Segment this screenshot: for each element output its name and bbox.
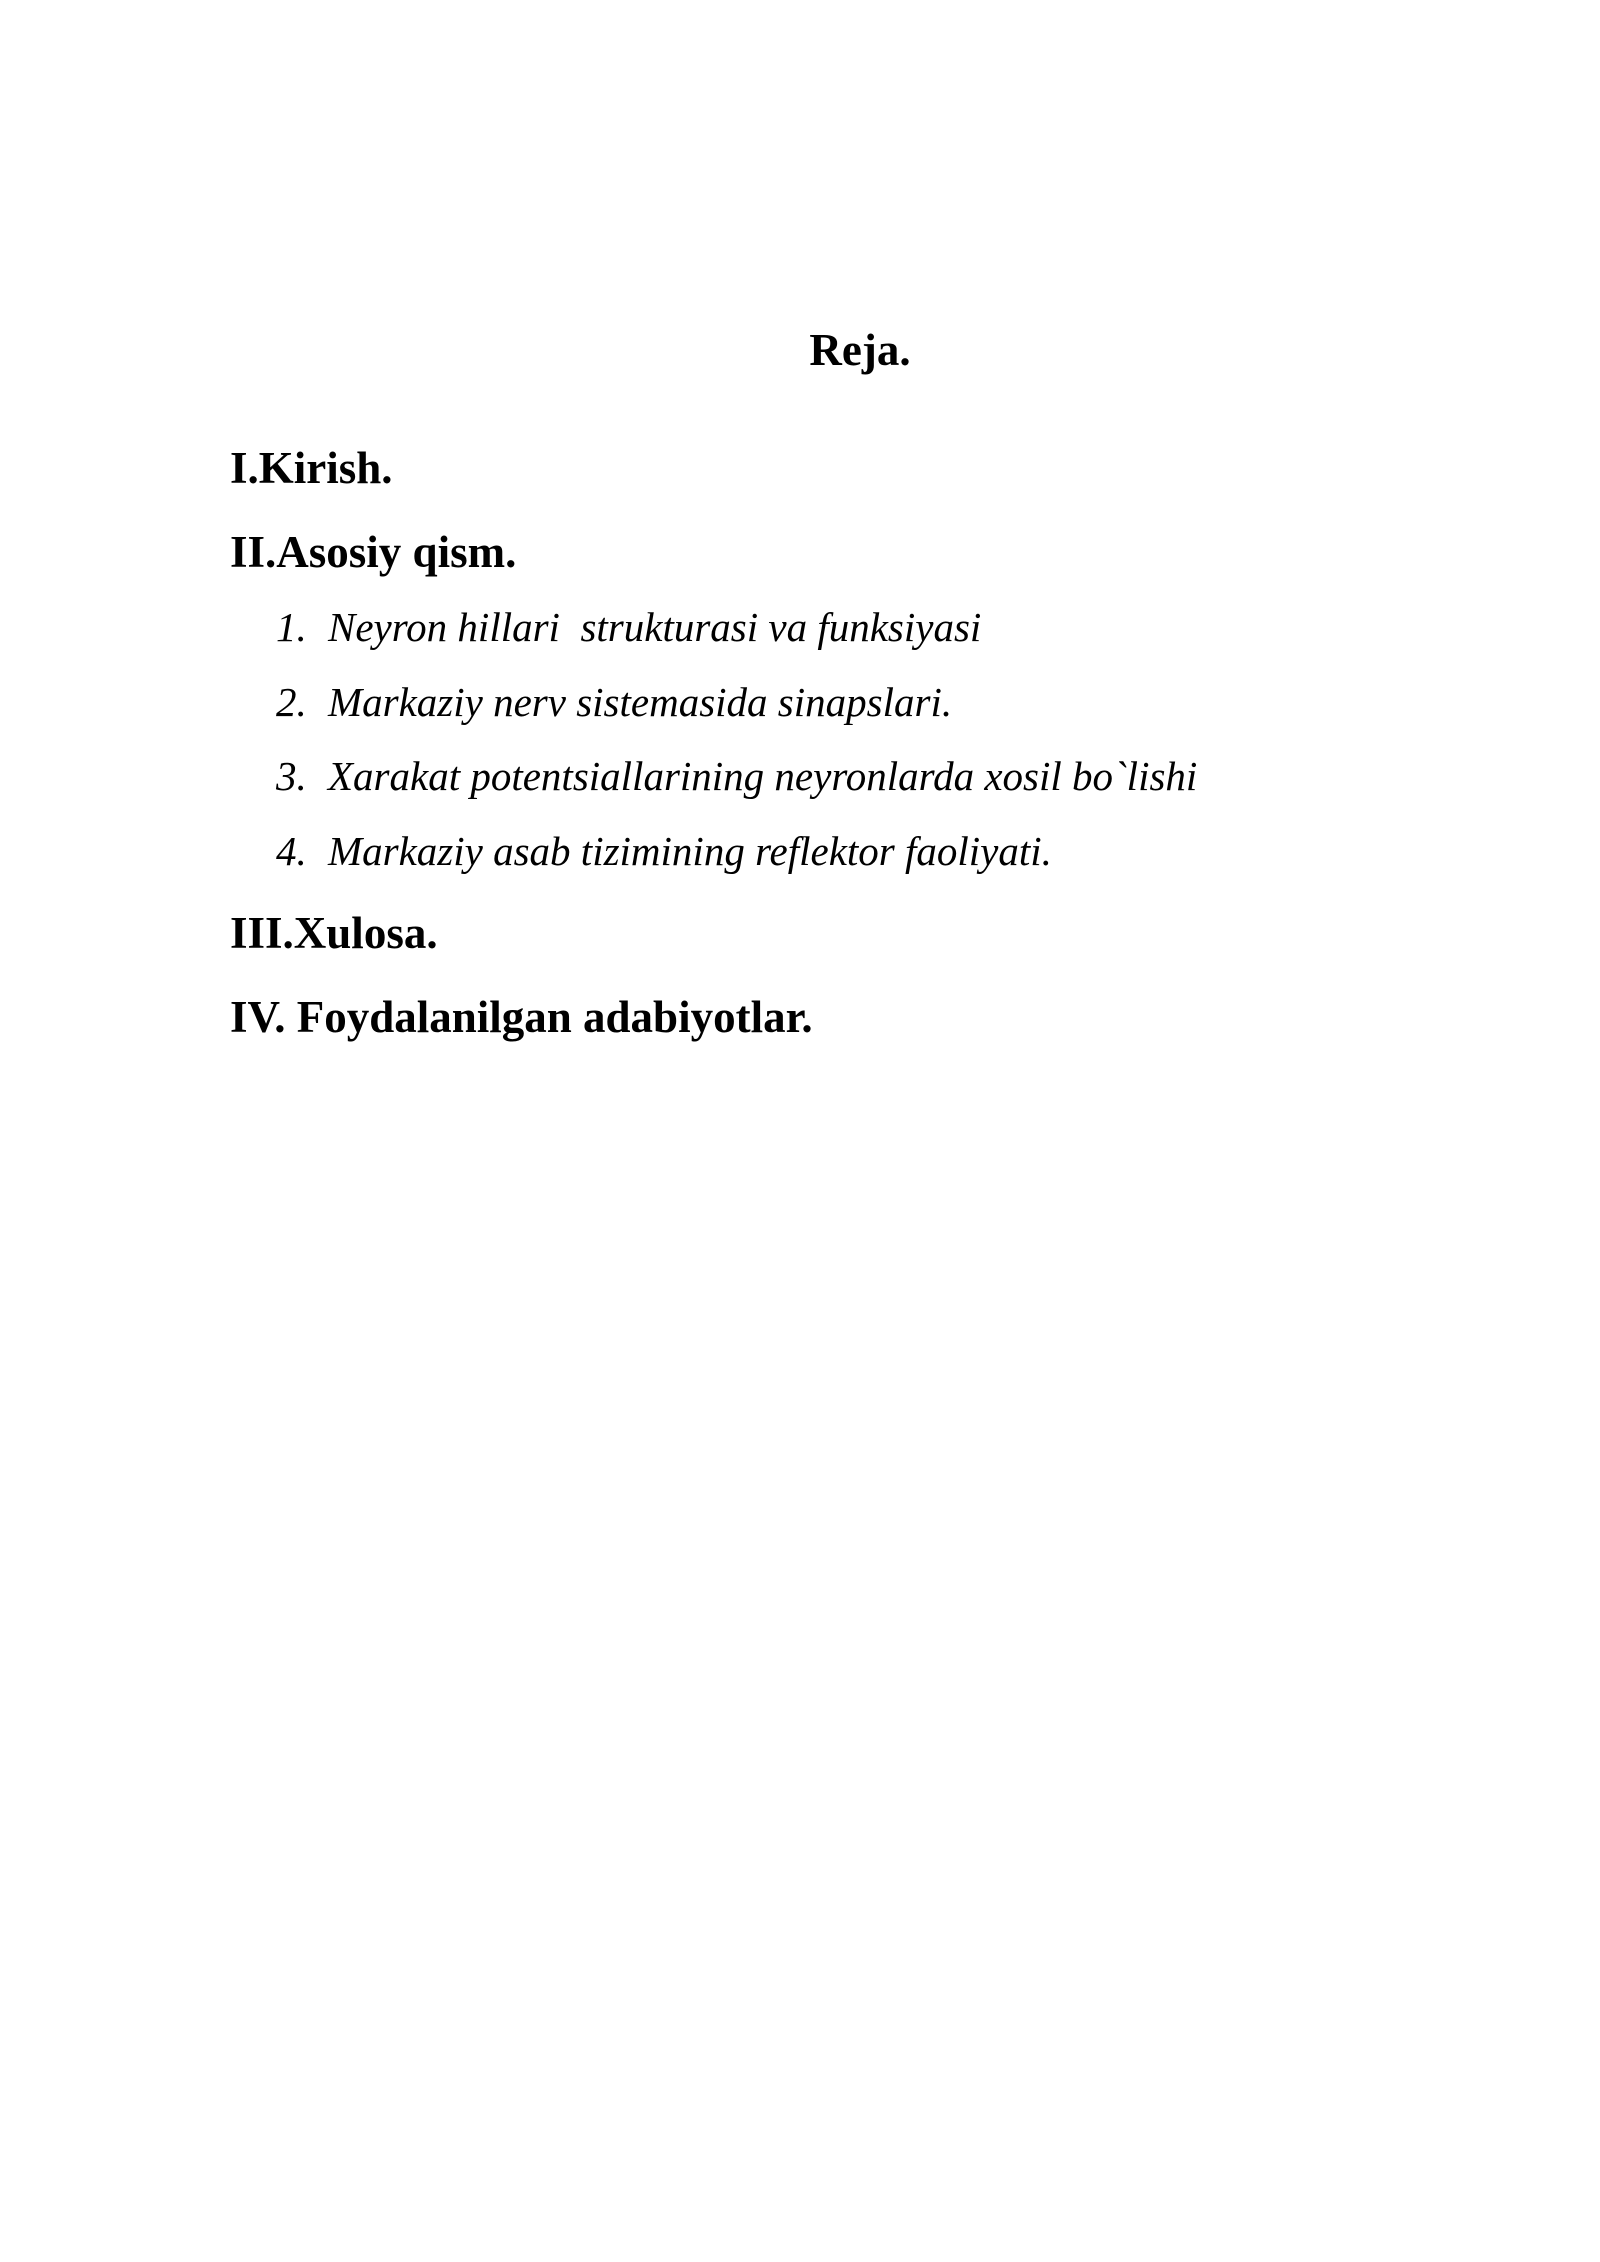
list-item — [276, 826, 1197, 901]
section-heading-introduction: I.Kirish. — [230, 443, 393, 493]
list-item — [276, 677, 1197, 752]
list-item-number: 1. — [276, 604, 307, 650]
list-item-text: Neyron hillari strukturasi va funksiyasi — [328, 604, 982, 650]
section-heading-main-part: II.Asosiy qism. — [230, 527, 517, 577]
list-item — [276, 602, 1197, 677]
list-item-number: 2. — [276, 678, 307, 725]
page-title: Reja. — [809, 325, 911, 375]
list-item-text: Xarakat potentsiallarining neyronlarda xosil bo`lishi — [328, 753, 1198, 799]
subsection-list — [276, 602, 1197, 900]
list-item-number: 3. — [276, 753, 307, 799]
list-item-text: Markaziy nerv sistemasida sinapslari. — [328, 678, 953, 725]
list-item-text: Markaziy asab tizimining reflektor faoliyati. — [328, 827, 1052, 874]
list-item-number: 4. — [276, 827, 307, 874]
section-heading-conclusion: III.Xulosa. — [230, 908, 438, 958]
section-heading-references: IV. Foydalanilgan adabiyotlar. — [230, 992, 813, 1042]
list-item — [276, 751, 1197, 826]
